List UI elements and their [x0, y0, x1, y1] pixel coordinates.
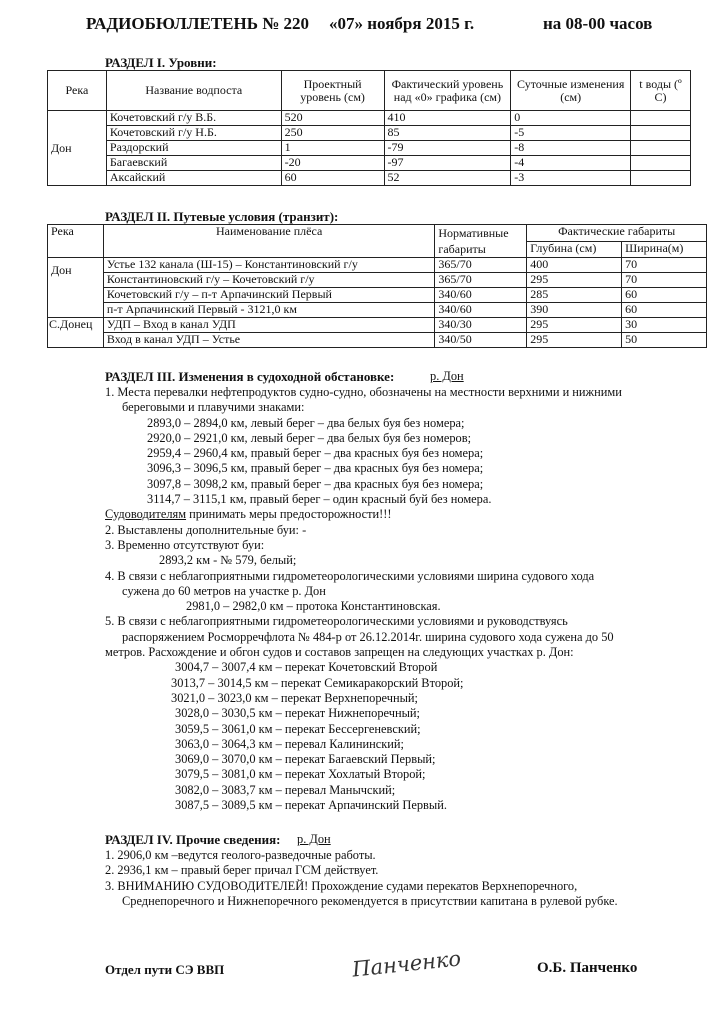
- col-river: Река: [48, 71, 107, 111]
- section3-item1: [105, 385, 622, 813]
- list-item: 3059,5 – 3061,0 км – перекат Бессергеневский;: [175, 721, 421, 736]
- table-row: [48, 126, 691, 141]
- section3-p3: 3. Временно отсутствуют буи:: [105, 537, 265, 552]
- route-header-row: [48, 225, 707, 242]
- section3-p4-line1: 4. В связи с неблагоприятными гидрометеорологическими условиями ширина судового хода: [105, 568, 595, 583]
- warning-underlined: Судоводителям: [105, 507, 187, 522]
- width-cell: 60: [622, 303, 707, 318]
- section3-title: РАЗДЕЛ III. Изменения в судоходной обстановке:: [105, 369, 395, 384]
- bulletin-time: на 08-00 часов: [543, 14, 653, 33]
- change-cell: -4: [511, 156, 631, 171]
- handwritten-signature: Панченко: [351, 946, 463, 982]
- post-cell: Багаевский: [106, 156, 281, 171]
- col-reach: Наименование плёса: [103, 225, 434, 258]
- reach-cell: Константиновский г/у – Кочетовский г/у: [103, 273, 434, 288]
- section3-p2: 2. Выставлены дополнительные буи: -: [105, 522, 307, 537]
- col-temp: t воды (º С): [631, 71, 691, 111]
- list-item: 3096,3 – 3096,5 км, правый берег – два красных буя без номера;: [147, 461, 484, 476]
- list-item: 3082,0 – 3083,7 км – перевал Манычский;: [175, 782, 396, 797]
- actual-cell: -79: [384, 141, 511, 156]
- project-cell: 60: [281, 171, 384, 186]
- norm-cell: 340/50: [435, 333, 527, 348]
- post-cell: Кочетовский г/у В.Б.: [106, 111, 281, 126]
- section4-body: [105, 848, 618, 909]
- col-actual: Фактический уровень над «0» графика (см): [384, 71, 511, 111]
- section3-river: р. Дон: [430, 369, 464, 383]
- warning-rest: принимать меры предосторожности!!!: [186, 507, 392, 522]
- list-item: 3069,0 – 3070,0 км – перекат Багаевский Первый;: [175, 752, 436, 767]
- section3-p3-item: 2893,2 км - № 579, белый;: [159, 553, 297, 568]
- actual-cell: -97: [384, 156, 511, 171]
- norm-cell: 340/60: [435, 303, 527, 318]
- table-row: [48, 156, 691, 171]
- list-item: 3097,8 – 3098,2 км, правый берег – два красных буя без номера;: [147, 476, 484, 491]
- project-cell: 520: [281, 111, 384, 126]
- width-cell: 50: [622, 333, 707, 348]
- section3-p4-line2: сужена до 60 метров на участке р. Дон: [122, 583, 326, 598]
- table-row: [48, 303, 707, 318]
- col-width: Ширина(м): [622, 241, 707, 258]
- bulletin-date: «07» ноября 2015 г.: [329, 14, 475, 33]
- table-row: [48, 141, 691, 156]
- width-cell: 70: [622, 258, 707, 273]
- signatory-name: О.Б. Панченко: [537, 960, 638, 976]
- list-item: 3063,0 – 3064,3 км – перевал Калининский;: [175, 736, 404, 751]
- reach-cell: Кочетовский г/у – п-т Арпачинский Первый: [103, 288, 434, 303]
- list-item: 3013,7 – 3014,5 км – перекат Семикаракорский Второй;: [171, 675, 464, 690]
- depth-cell: 295: [527, 318, 622, 333]
- width-cell: 60: [622, 288, 707, 303]
- levels-table: [47, 70, 691, 186]
- col-river: Река: [48, 225, 104, 258]
- depth-cell: 295: [527, 273, 622, 288]
- norm-cell: 365/70: [435, 273, 527, 288]
- list-item: 3021,0 – 3023,0 км – перекат Верхнепоречный;: [171, 690, 418, 705]
- temp-cell: [631, 156, 691, 171]
- section4-p3-line1: 3. ВНИМАНИЮ СУДОВОДИТЕЛЕЙ! Прохождение судами перекатов Верхнепоречного,: [105, 878, 578, 893]
- post-cell: Кочетовский г/у Н.Б.: [106, 126, 281, 141]
- norm-cell: 365/70: [435, 258, 527, 273]
- section4-title: РАЗДЕЛ IV. Прочие сведения:: [105, 832, 281, 847]
- norm-cell: 340/60: [435, 288, 527, 303]
- reach-cell: Устье 132 канала (Ш-15) – Константиновский г/у: [103, 258, 434, 273]
- section2-title: РАЗДЕЛ II. Путевые условия (транзит):: [105, 209, 339, 224]
- depth-cell: 400: [527, 258, 622, 273]
- temp-cell: [631, 126, 691, 141]
- table-row: [48, 273, 707, 288]
- table-row: [48, 258, 707, 273]
- section3-p5-line2: распоряжением Росморречфлота № 484-р от 26.12.2014г. ширина судового хода сужена до 50: [122, 629, 614, 644]
- change-cell: -3: [511, 171, 631, 186]
- project-cell: 250: [281, 126, 384, 141]
- list-item: 3087,5 – 3089,5 км – перекат Арпачинский Первый.: [175, 798, 447, 813]
- department-label: Отдел пути СЭ ВВП: [105, 962, 225, 977]
- list-item: 3114,7 – 3115,1 км, правый берег – один красный буй без номера.: [147, 492, 492, 507]
- section3-p5-line1: 5. В связи с неблагоприятными гидрометеорологическими условиями и руководствуясь: [105, 614, 568, 629]
- list-item: 3028,0 – 3030,5 км – перекат Нижнепоречный;: [175, 706, 420, 721]
- project-cell: 1: [281, 141, 384, 156]
- reach-cell: УДП – Вход в канал УДП: [103, 318, 434, 333]
- section1-title: РАЗДЕЛ I. Уровни:: [105, 55, 217, 70]
- change-cell: -8: [511, 141, 631, 156]
- actual-cell: 52: [384, 171, 511, 186]
- post-cell: Раздорский: [106, 141, 281, 156]
- col-post: Название водпоста: [106, 71, 281, 111]
- list-item: 3004,7 – 3007,4 км – перекат Кочетовский Второй: [175, 660, 438, 675]
- width-cell: 70: [622, 273, 707, 288]
- table-row: [48, 318, 707, 333]
- reach-cell: п-т Арпачинский Первый - 3121,0 км: [103, 303, 434, 318]
- bulletin-title: РАДИОБЮЛЛЕТЕНЬ № 220: [86, 14, 310, 33]
- actual-cell: 85: [384, 126, 511, 141]
- levels-header-row: [48, 71, 691, 111]
- post-cell: Аксайский: [106, 171, 281, 186]
- river-cell: Дон: [48, 258, 104, 318]
- col-fact: Фактические габариты: [527, 225, 707, 242]
- section4-p2: 2. 2936,1 км – правый берег причал ГСМ действует.: [105, 863, 379, 878]
- list-item: 3079,5 – 3081,0 км – перекат Хохлатый Второй;: [175, 767, 426, 782]
- col-norm: Нормативные габариты: [435, 225, 527, 258]
- table-row: [48, 333, 707, 348]
- river-cell: С.Донец: [48, 318, 104, 348]
- depth-cell: 285: [527, 288, 622, 303]
- warning-line: [105, 507, 622, 522]
- berth-list: [105, 416, 622, 508]
- actual-cell: 410: [384, 111, 511, 126]
- col-project: Проектный уровень (см): [281, 71, 384, 111]
- temp-cell: [631, 141, 691, 156]
- change-cell: 0: [511, 111, 631, 126]
- river-cell: Дон: [48, 111, 107, 186]
- temp-cell: [631, 171, 691, 186]
- depth-cell: 295: [527, 333, 622, 348]
- section3-p1-line2: береговыми и плавучими знаками:: [122, 400, 305, 415]
- restricted-list: [105, 660, 622, 813]
- table-row: [48, 288, 707, 303]
- norm-cell: 340/30: [435, 318, 527, 333]
- list-item: 2959,4 – 2960,4 км, правый берег – два красных буя без номера;: [147, 446, 484, 461]
- section3-p5-line3: метров. Расхождение и обгон судов и составов запрещен на следующих участках р. Дон:: [105, 645, 574, 660]
- col-depth: Глубина (см): [527, 241, 622, 258]
- section4-p3-line2: Среднепоречного и Нижнепоречного рекомендуется в присутствии капитана в рулевой рубке.: [122, 893, 618, 908]
- reach-cell: Вход в канал УДП – Устье: [103, 333, 434, 348]
- width-cell: 30: [622, 318, 707, 333]
- change-cell: -5: [511, 126, 631, 141]
- section3-p1-line1: 1. Места перевалки нефтепродуктов судно-судно, обозначены на местности верхними и нижними: [105, 385, 622, 399]
- section4-p1: 1. 2906,0 км –ведутся геолого-разведочные работы.: [105, 848, 376, 862]
- col-change: Суточные изменения (см): [511, 71, 631, 111]
- table-row: [48, 171, 691, 186]
- table-row: [48, 111, 691, 126]
- section4-river: р. Дон: [297, 832, 331, 846]
- temp-cell: [631, 111, 691, 126]
- list-item: 2920,0 – 2921,0 км, левый берег – два белых буя без номеров;: [147, 430, 472, 445]
- route-table: [47, 224, 707, 348]
- list-item: 2893,0 – 2894,0 км, левый берег – два белых буя без номера;: [147, 415, 465, 430]
- section3-p4-item: 2981,0 – 2982,0 км – протока Константиновская.: [186, 599, 441, 614]
- project-cell: -20: [281, 156, 384, 171]
- depth-cell: 390: [527, 303, 622, 318]
